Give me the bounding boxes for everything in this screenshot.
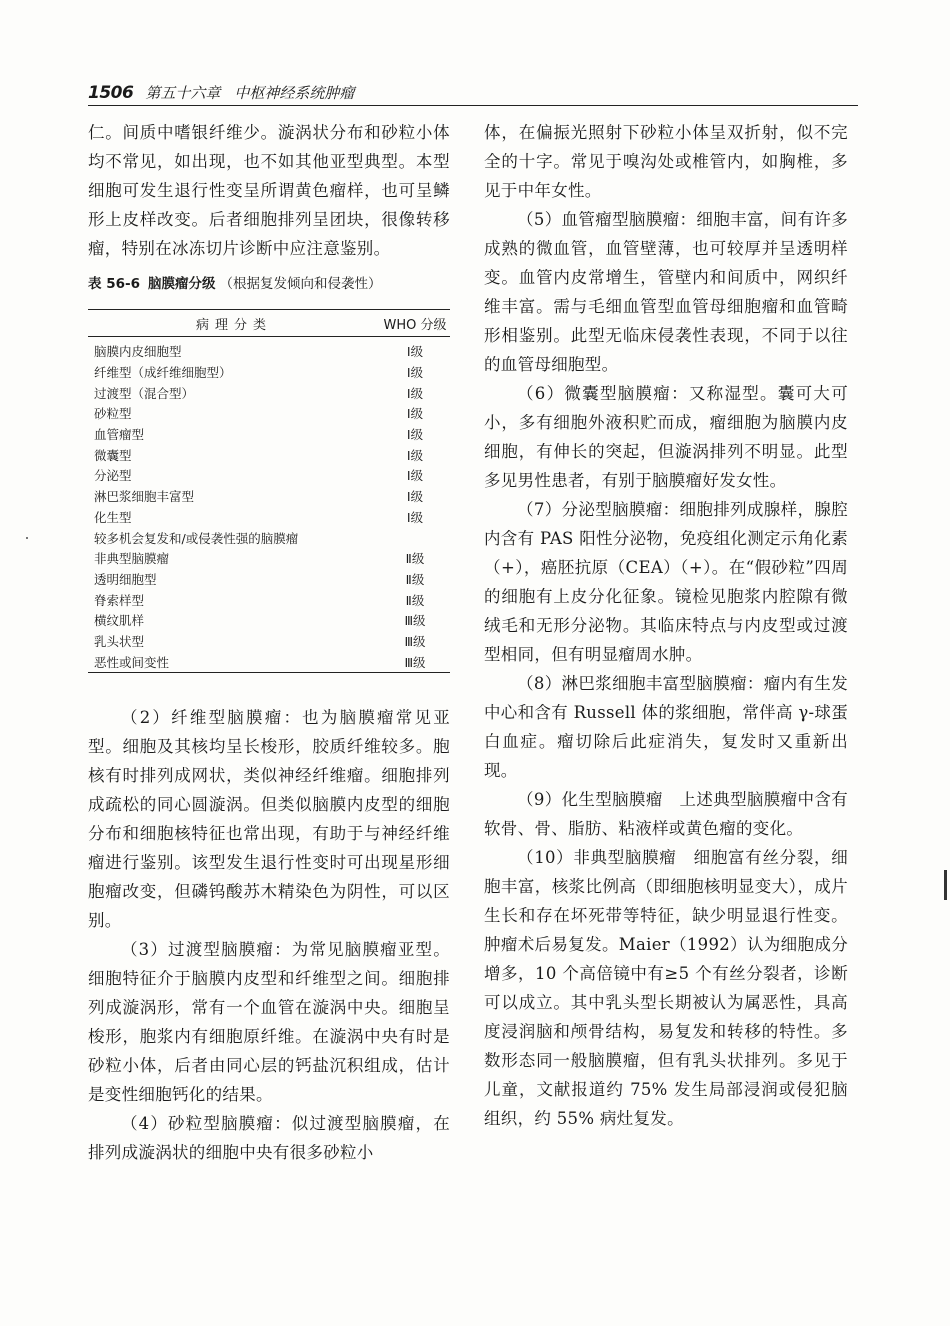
paragraph-atypical: （10）非典型脑膜瘤 细胞富有丝分裂，细胞丰富，核浆比例高（即细胞核明显变大），成片生长和存在坏死带等特征，缺少明显退行性变。肿瘤术后易复发。Maier（1992）认为细胞成分增多，10 个高倍镜中有≥5 个有丝分裂者，诊断可以成立。其中乳头型长期被认为属恶性，具高度浸润脑和颅骨结构，易复发和转移的特性。多数形态同一般脑膜瘤，但有乳头状排列。多见于儿童，文献报道约 75% 发生局部浸润或侵犯脑组织，约 55% 病灶复发。 [484, 848, 848, 1128]
row-name: 横纹肌样 [94, 613, 145, 629]
row-name: 非典型脑膜瘤 [94, 551, 170, 567]
paragraph-lymphoplasmacyte: （8）淋巴浆细胞丰富型脑膜瘤：瘤内有生发中心和含有 Russell 体的浆细胞，常伴高 γ-球蛋白血症。瘤切除后此症消失，复发时又重新出现。 [484, 674, 848, 780]
scan-speck [26, 537, 28, 539]
table-row [88, 362, 450, 383]
table-group-row [88, 527, 450, 548]
paragraph-angiomatous: （5）血管瘤型脑膜瘤：细胞丰富，间有许多成熟的微血管，血管壁薄，也可较厚并呈透明样变。血管内皮常增生，管壁内和间质中，网织纤维丰富。需与毛细血管型血管母细胞瘤和血管畸形相鉴别。此型无临床侵袭性表现，不同于以往的血管母细胞型。 [484, 210, 848, 374]
row-grade: Ⅰ级 [406, 509, 424, 525]
scan-edge-mark [944, 870, 947, 900]
row-grade: Ⅱ级 [405, 551, 425, 567]
section-title: 中枢神经系统肿瘤 [234, 84, 355, 102]
table-row [88, 382, 450, 403]
row-grade: Ⅰ级 [406, 406, 424, 422]
table-row [88, 424, 450, 445]
paragraph-microcystic: （6）微囊型脑膜瘤：又称湿型。囊可大可小，多有细胞外液积贮而成，瘤细胞为脑膜内皮细胞，有伸长的突起，但漩涡排列不明显。此型多见男性患者，有别于脑膜瘤好发女性。 [484, 384, 848, 490]
intro-paragraph: 仁。间质中嗜银纤维少。漩涡状分布和砂粒小体均不常见，如出现，也不如其他亚型典型。本型细胞可发生退行性变呈所谓黄色瘤样，也可呈鳞形上皮样改变。后者细胞排列呈团块，很像转移瘤，特别在冰冻切片诊断中应注意鉴别。 [88, 123, 450, 258]
row-name: 微囊型 [94, 447, 132, 463]
row-name: 恶性或间变性 [94, 654, 170, 670]
paragraph-fibrous: （2）纤维型脑膜瘤：也为脑膜瘤常见亚型。细胞及其核均呈长梭形，胶质纤维较多。胞核有时排列成网状，类似神经纤维瘤。细胞排列成疏松的同心圆漩涡。但类似脑膜内皮型的细胞分布和细胞核特征也常出现，有助于与神经纤维瘤进行鉴别。该型发生退行性变时可出现星形细胞瘤改变，但磷钨酸苏木精染色为阴性，可以区别。 [88, 708, 450, 930]
table-title: 脑膜瘤分级 [147, 276, 216, 292]
table-row [88, 569, 450, 590]
paragraph-transitional: （3）过渡型脑膜瘤：为常见脑膜瘤亚型。细胞特征介于脑膜内皮型和纤维型之间。细胞排列成漩涡形，常有一个血管在漩涡中央。细胞呈梭形，胞浆内有细胞原纤维。在漩涡中央有时是砂粒小体，后者由同心层的钙盐沉积组成，估计是变性细胞钙化的结果。 [88, 940, 450, 1104]
paragraph-secretory: （7）分泌型脑膜瘤：细胞排列成腺样，腺腔内含有 PAS 阳性分泌物，免疫组化测定示角化素（+），癌胚抗原（CEA）（+）。在“假砂粒”四周的细胞有上皮分化征象。镜检见胞浆内腔隙有微绒毛和无形分泌物。其临床特点与内皮型或过渡型相同，但有明显瘤周水肿。 [484, 500, 848, 664]
table-row [88, 507, 450, 528]
table-row [88, 548, 450, 569]
row-grade: Ⅲ级 [404, 654, 426, 670]
table-row [88, 444, 450, 465]
row-grade: Ⅰ级 [406, 365, 424, 381]
row-name: 淋巴浆细胞丰富型 [94, 489, 195, 505]
table-row [88, 651, 450, 672]
row-name: 透明细胞型 [94, 571, 157, 587]
table-row [88, 589, 450, 610]
row-grade: Ⅰ级 [406, 344, 424, 360]
table-subtitle: （根据复发倾向和侵袭性） [219, 276, 382, 292]
header-classification: 病理分类 [195, 317, 272, 333]
row-grade: Ⅰ级 [406, 385, 424, 401]
row-name: 过渡型（混合型） [94, 385, 195, 401]
table-header-row [88, 310, 450, 337]
table-row [88, 341, 450, 362]
row-grade: Ⅱ级 [405, 592, 425, 608]
row-grade: Ⅲ级 [404, 633, 426, 649]
row-name: 脑膜内皮细胞型 [94, 344, 182, 360]
grading-table [88, 273, 450, 673]
table-caption [88, 273, 450, 295]
paragraph-metaplastic: （9）化生型脑膜瘤 上述典型脑膜瘤中含有软骨、骨、脂肪、粘液样或黄色瘤的变化。 [484, 790, 848, 838]
row-name: 分泌型 [94, 468, 132, 484]
row-grade: Ⅲ级 [404, 613, 426, 629]
left-column [88, 118, 450, 1167]
table-row [88, 403, 450, 424]
right-column [484, 118, 848, 1133]
paragraph-psammomatous: （4）砂粒型脑膜瘤：似过渡型脑膜瘤，在排列成漩涡状的细胞中央有很多砂粒小 [88, 1114, 450, 1162]
running-header [88, 80, 858, 106]
header-who-grade: WHO 分级 [383, 317, 447, 333]
row-name: 纤维型（成纤维细胞型） [94, 365, 232, 381]
row-grade: Ⅰ级 [406, 468, 424, 484]
table-row [88, 610, 450, 631]
continuation-paragraph: 体，在偏振光照射下砂粒小体呈双折射，似不完全的十字。常见于嗅沟处或椎管内，如胸椎，多见于中年女性。 [484, 123, 848, 200]
group-heading: 较多机会复发和/或侵袭性强的脑膜瘤 [94, 530, 299, 546]
row-name: 血管瘤型 [94, 427, 145, 443]
row-grade: Ⅰ级 [406, 447, 424, 463]
row-name: 脊索样型 [94, 592, 145, 608]
table-row [88, 631, 450, 652]
page-number: 1506 [88, 83, 134, 103]
table-row [88, 486, 450, 507]
row-grade: Ⅱ级 [405, 571, 425, 587]
table-body [88, 309, 450, 673]
table-row [88, 465, 450, 486]
row-name: 乳头状型 [94, 633, 145, 649]
row-name: 砂粒型 [94, 406, 132, 422]
row-grade: Ⅰ级 [406, 489, 424, 505]
row-name: 化生型 [94, 509, 132, 525]
row-grade: Ⅰ级 [406, 427, 424, 443]
chapter-title: 第五十六章 [145, 84, 221, 102]
table-number: 表 56-6 [88, 276, 140, 292]
